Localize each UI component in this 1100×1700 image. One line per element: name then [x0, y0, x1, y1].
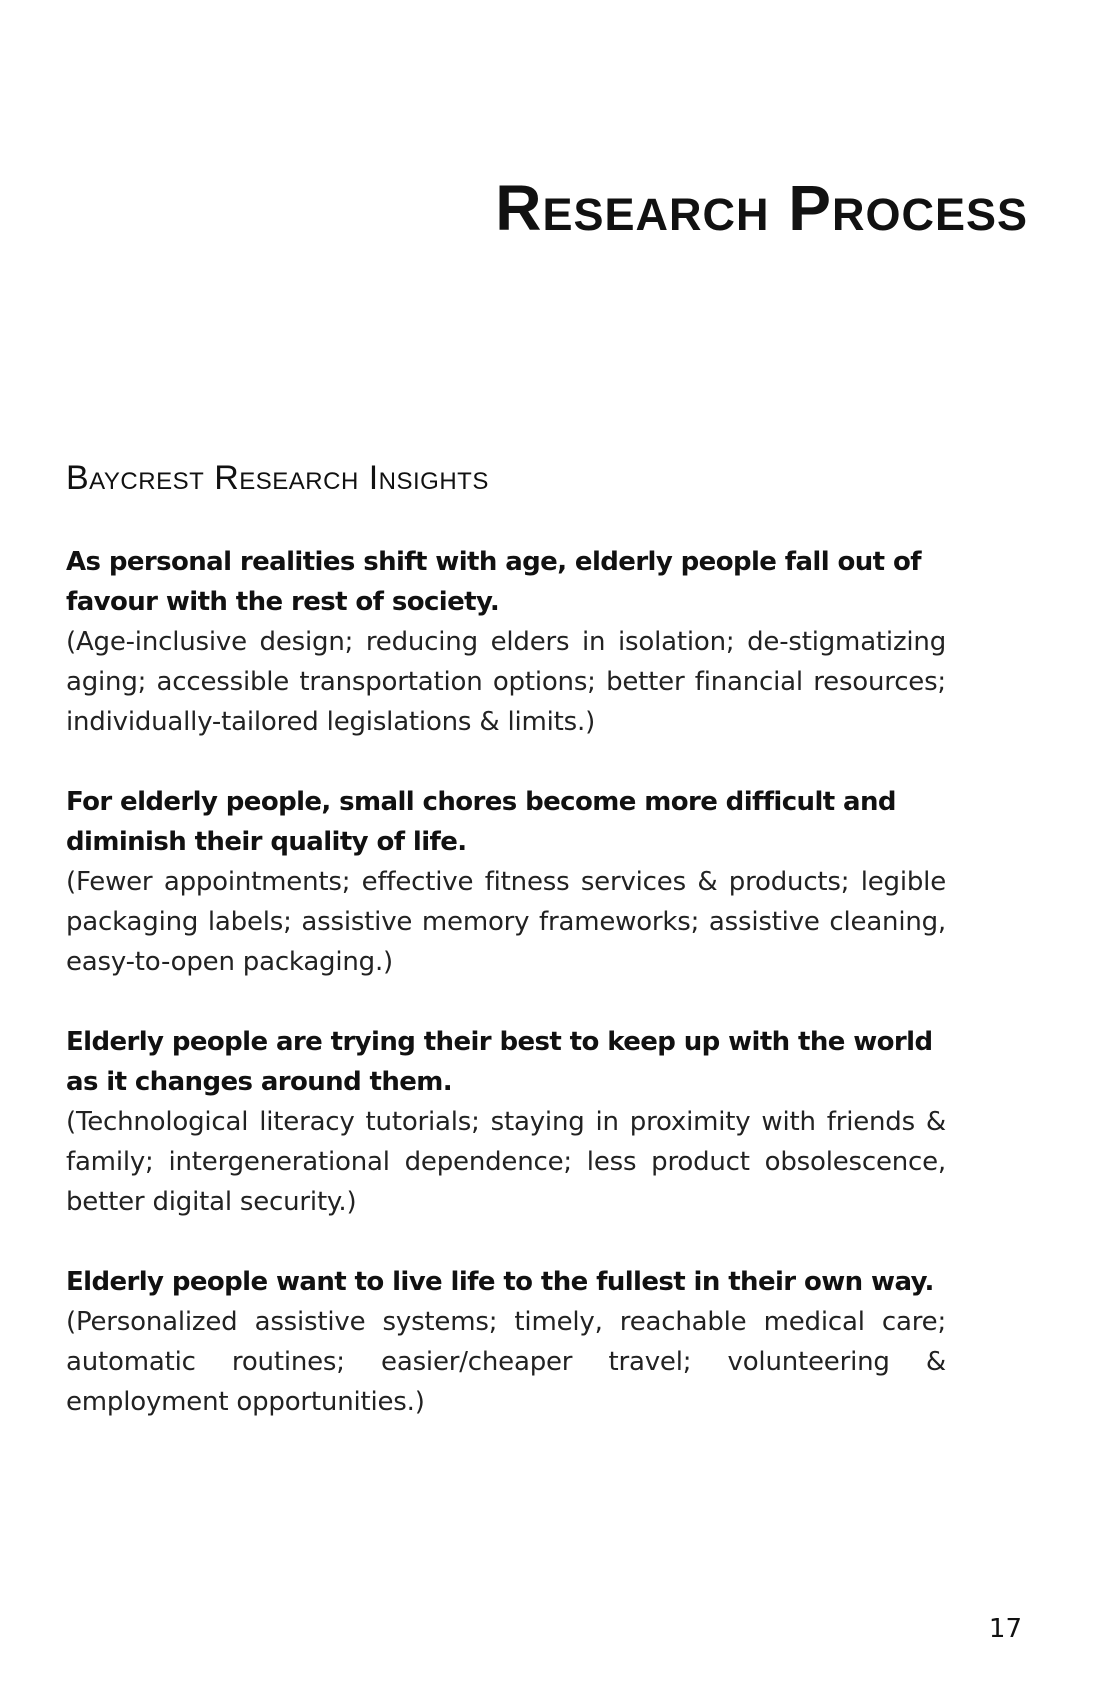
insight-statement: As personal realities shift with age, elderly people fall out of favour with the rest of society.	[66, 547, 921, 617]
insight-item	[66, 1262, 946, 1422]
insight-statement: Elderly people want to live life to the fullest in their own way.	[66, 1267, 934, 1297]
section-heading: Baycrest Research Insights	[66, 459, 489, 497]
insight-item	[66, 542, 946, 742]
insight-details: (Personalized assistive systems; timely, reachable medical care; automatic routines; easier/cheaper travel; volunteering & employment opportunities.)	[66, 1307, 946, 1417]
insight-item	[66, 1022, 946, 1222]
page-title: Research Process	[495, 172, 1028, 244]
page-number: 17	[988, 1614, 1022, 1644]
insight-statement: Elderly people are trying their best to keep up with the world as it changes around them.	[66, 1027, 933, 1097]
insight-details: (Technological literacy tutorials; staying in proximity with friends & family; intergenerational dependence; less product obsolescence, better digital security.)	[66, 1107, 946, 1217]
insight-details: (Fewer appointments; effective fitness services & products; legible packaging labels; assistive memory frameworks; assistive cleaning, easy-to-open packaging.)	[66, 867, 946, 977]
insight-details: (Age-inclusive design; reducing elders in isolation; de-stigmatizing aging; accessible transportation options; better financial resources; individually-tailored legislations & limits.)	[66, 627, 946, 737]
insight-statement: For elderly people, small chores become more difficult and diminish their quality of life.	[66, 787, 896, 857]
insight-item	[66, 782, 946, 982]
insights-list	[66, 542, 946, 1462]
